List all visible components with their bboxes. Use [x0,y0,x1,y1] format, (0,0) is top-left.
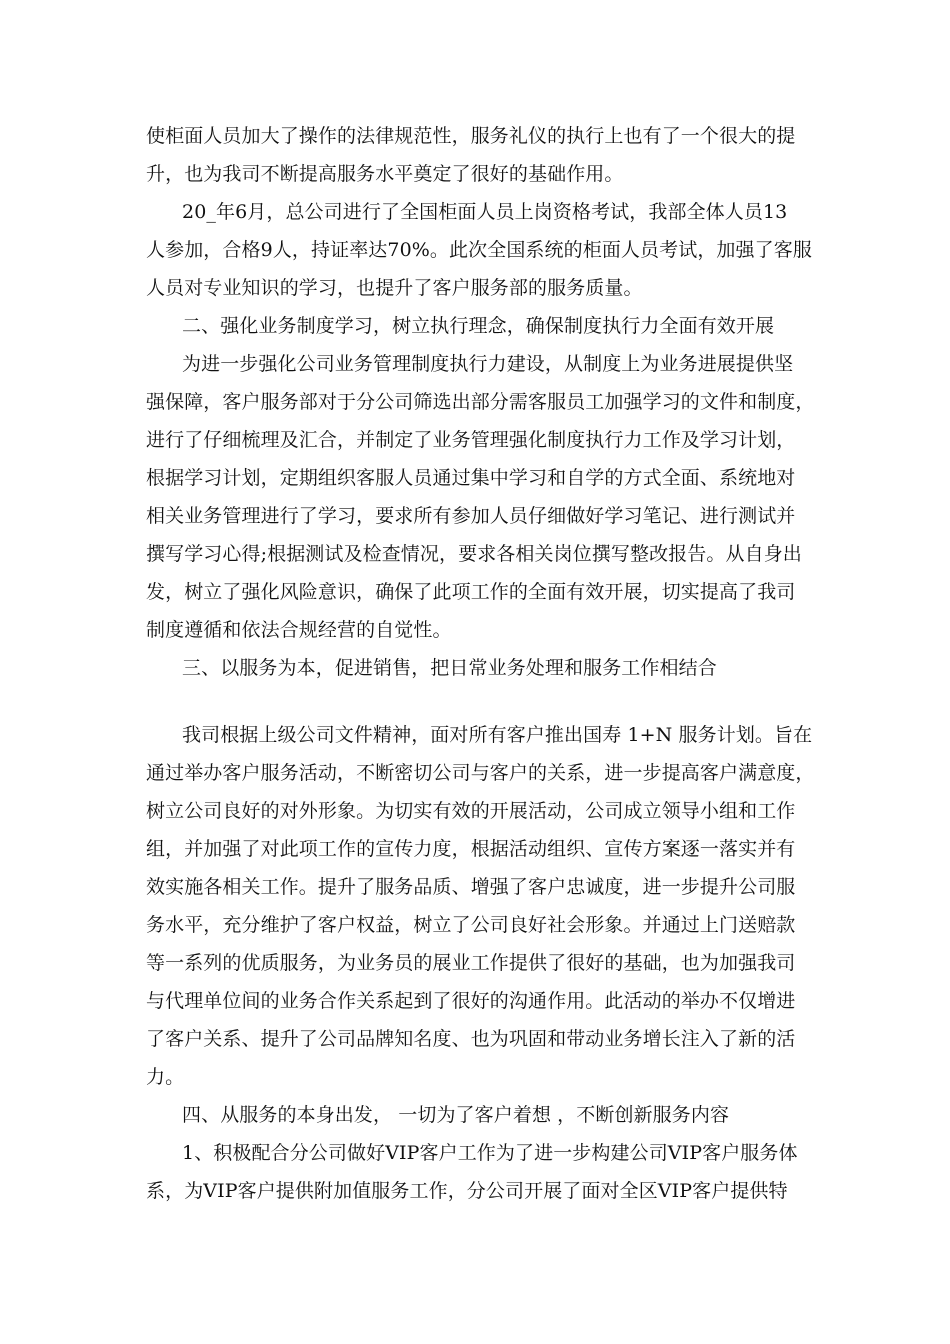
text-line: 相关业务管理进行了学习，要求所有参加人员仔细做好学习笔记、进行测试并 [146,505,796,527]
section-heading: 四、从服务的本身出发， 一切为了客户着想 ，不断创新服务内容 [182,1104,730,1126]
text-line: 通过举办客户服务活动，不断密切公司与客户的关系，进一步提高客户满意度， [146,762,815,784]
text-line: 务水平，充分维护了客户权益，树立了公司良好社会形象。并通过上门送赔款 [146,914,796,936]
text-line: 人参加，合格9人，持证率达70%。此次全国系统的柜面人员考试，加强了客服 [146,239,812,261]
text-line: 强保障，客户服务部对于分公司筛选出部分需客服员工加强学习的文件和制度， [146,391,815,413]
text-line: 发，树立了强化风险意识，确保了此项工作的全面有效开展，切实提高了我司 [146,581,796,603]
text-line: 树立公司良好的对外形象。为切实有效的开展活动，公司成立领导小组和工作 [146,800,796,822]
text-line: 升，也为我司不断提高服务水平奠定了很好的基础作用。 [146,163,624,185]
text-line: 力。 [146,1066,185,1088]
text-line: 等一系列的优质服务，为业务员的展业工作提供了很好的基础，也为加强我司 [146,952,796,974]
text-line: 制度遵循和依法合规经营的自觉性。 [146,619,452,641]
text-line: 了客户关系、提升了公司品牌知名度、也为巩固和带动业务增长注入了新的活 [146,1028,796,1050]
text-line: 1、积极配合分公司做好VIP客户工作为了进一步构建公司VIP客户服务体 [182,1142,798,1164]
text-line: 我司根据上级公司文件精神，面对所有客户推出国寿 1+N 服务计划。旨在 [182,724,813,746]
text-line: 效实施各相关工作。提升了服务品质、增强了客户忠诚度，进一步提升公司服 [146,876,796,898]
text-line: 撰写学习心得;根据测试及检查情况，要求各相关岗位撰写整改报告。从自身出 [146,543,802,565]
text-line: 组，并加强了对此项工作的宣传力度，根据活动组织、宣传方案逐一落实并有 [146,838,796,860]
text-line: 使柜面人员加大了操作的法律规范性，服务礼仪的执行上也有了一个很大的提 [146,125,796,147]
text-line: 进行了仔细梳理及汇合，并制定了业务管理强化制度执行力工作及学习计划， [146,429,796,451]
section-heading: 二、强化业务制度学习，树立执行理念，确保制度执行力全面有效开展 [182,315,775,337]
text-line: 20_年6月，总公司进行了全国柜面人员上岗资格考试，我部全体人员13 [182,201,788,223]
text-line: 人员对专业知识的学习，也提升了客户服务部的服务质量。 [146,277,643,299]
section-heading: 三、以服务为本，促进销售，把日常业务处理和服务工作相结合 [182,657,717,679]
text-line: 与代理单位间的业务合作关系起到了很好的沟通作用。此活动的举办不仅增进 [146,990,796,1012]
text-line: 系，为VIP客户提供附加值服务工作，分公司开展了面对全区VIP客户提供特 [146,1180,788,1202]
text-line: 为进一步强化公司业务管理制度执行力建设，从制度上为业务进展提供坚 [182,353,794,375]
text-line: 根据学习计划，定期组织客服人员通过集中学习和自学的方式全面、系统地对 [146,467,796,489]
